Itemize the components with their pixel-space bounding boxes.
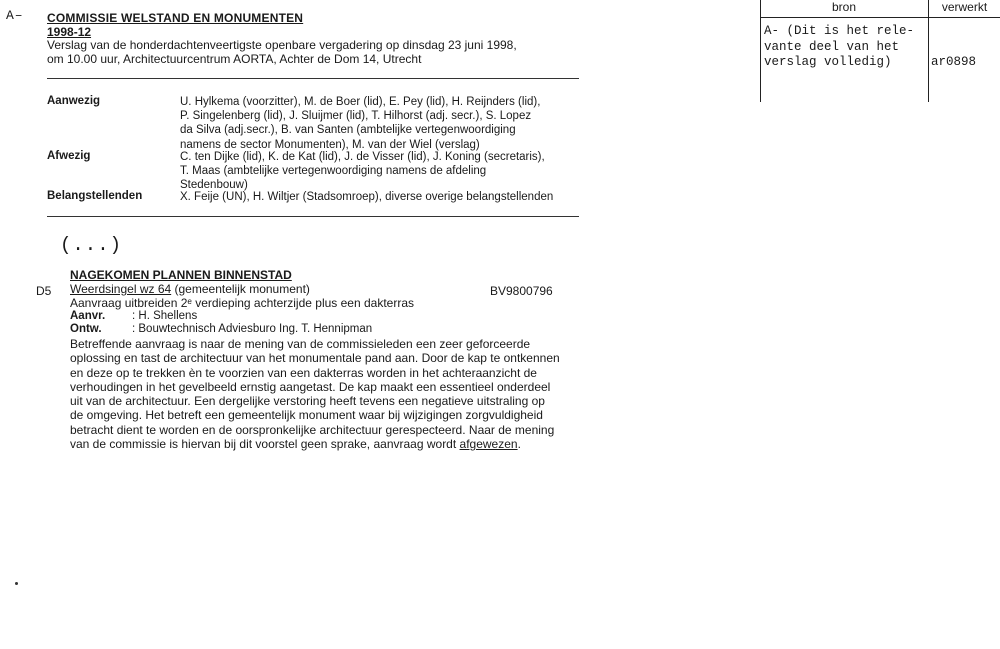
omission-marker: (...) — [60, 234, 123, 256]
absent-label: Afwezig — [47, 150, 91, 162]
scan-speck — [15, 582, 18, 585]
verdict-decision: afgewezen — [459, 437, 518, 452]
divider-top — [47, 78, 579, 79]
verdict-text — [70, 337, 560, 451]
divider-middle — [47, 216, 579, 217]
table-cell-source: A- (Dit is het rele- vante deel van het verslag volledig) — [764, 24, 915, 69]
meeting-description — [47, 38, 517, 66]
table-border-middle — [928, 0, 929, 102]
table-cell-processed: ar0898 — [931, 55, 977, 69]
table-header-processed: verwerkt — [941, 0, 988, 14]
table-header-source: bron — [831, 0, 857, 14]
item-address-note: (gemeentelijk monument) — [171, 282, 310, 296]
item-code: D5 — [36, 284, 52, 298]
verdict-end: . — [517, 437, 521, 452]
table-header-rule — [760, 17, 1000, 18]
absent-list: C. ten Dijke (lid), K. de Kat (lid), J. de Visser (lid), J. Koning (secretaris), T. Maas (ambtelijke vertegenwoordiging namens de afdeling Stedenbouw) — [180, 151, 545, 192]
designer-value: : Bouwtechnisch Adviesburo Ing. T. Hennipman — [132, 323, 373, 335]
item-reference: BV9800796 — [490, 284, 553, 298]
interested-label: Belangstellenden — [47, 190, 143, 202]
item-request: Aanvraag uitbreiden 2ᵉ verdieping achterzijde plus een dakterras — [70, 296, 415, 310]
verdict-body: Betreffende aanvraag is naar de mening van de commissieleden een zeer geforceerde oplossing en tast de architectuur van het monumentale pand aan. Door de kap te ontkennen en deze op te trekken èn te voorzien van een dakterras worden in het achteraanzicht de verhoudingen in het gevelbeeld ernstig aangetast. De kap maakt een essentieel onderdeel uit van de architectuur. Een dergelijke verstoring heeft tevens een negatieve uitstraling op de omgeving. Het betreft een gemeentelijk monument waar bij wijzigingen zorgvuldigheid betracht dient te worden en de oorspronkelijke architectuur gerespecteerd. Naar de mening van de commissie is hiervan bij dit voorstel geen sprake, aanvraag wordt — [70, 337, 560, 452]
item-address-line — [70, 282, 310, 296]
applicant-value: : H. Shellens — [132, 310, 198, 322]
present-label: Aanwezig — [47, 95, 101, 107]
meeting-line-2: om 10.00 uur, Architectuurcentrum AORTA, Achter de Dom 14, Utrecht — [47, 52, 422, 66]
meeting-line-1: Verslag van de honderdachtenveertigste openbare vergadering op dinsdag 23 juni 1998, — [47, 38, 517, 52]
document-title: COMMISSIE WELSTAND EN MONUMENTEN — [47, 11, 304, 25]
present-list: U. Hylkema (voorzitter), M. de Boer (lid), E. Pey (lid), H. Reijnders (lid), P. Singelenberg (lid), J. Sluijmer (lid), T. Hilhorst (adj. secr.), S. Lopez da Silva (adj.secr.), B. van Santen (ambtelijke vertegenwoordiging namens de sector Monumenten), M. van der Wiel (verslag) — [180, 96, 541, 151]
designer-label: Ontw. — [70, 323, 102, 335]
document-number: 1998-12 — [47, 25, 92, 39]
table-border-left — [760, 0, 761, 102]
margin-marker: A– — [6, 8, 24, 23]
item-address: Weerdsingel wz 64 — [70, 282, 172, 296]
interested-list: X. Feije (UN), H. Wiltjer (Stadsomroep), diverse overige belangstellenden — [180, 191, 554, 203]
section-heading: NAGEKOMEN PLANNEN BINNENSTAD — [70, 268, 292, 282]
applicant-label: Aanvr. — [70, 310, 106, 322]
